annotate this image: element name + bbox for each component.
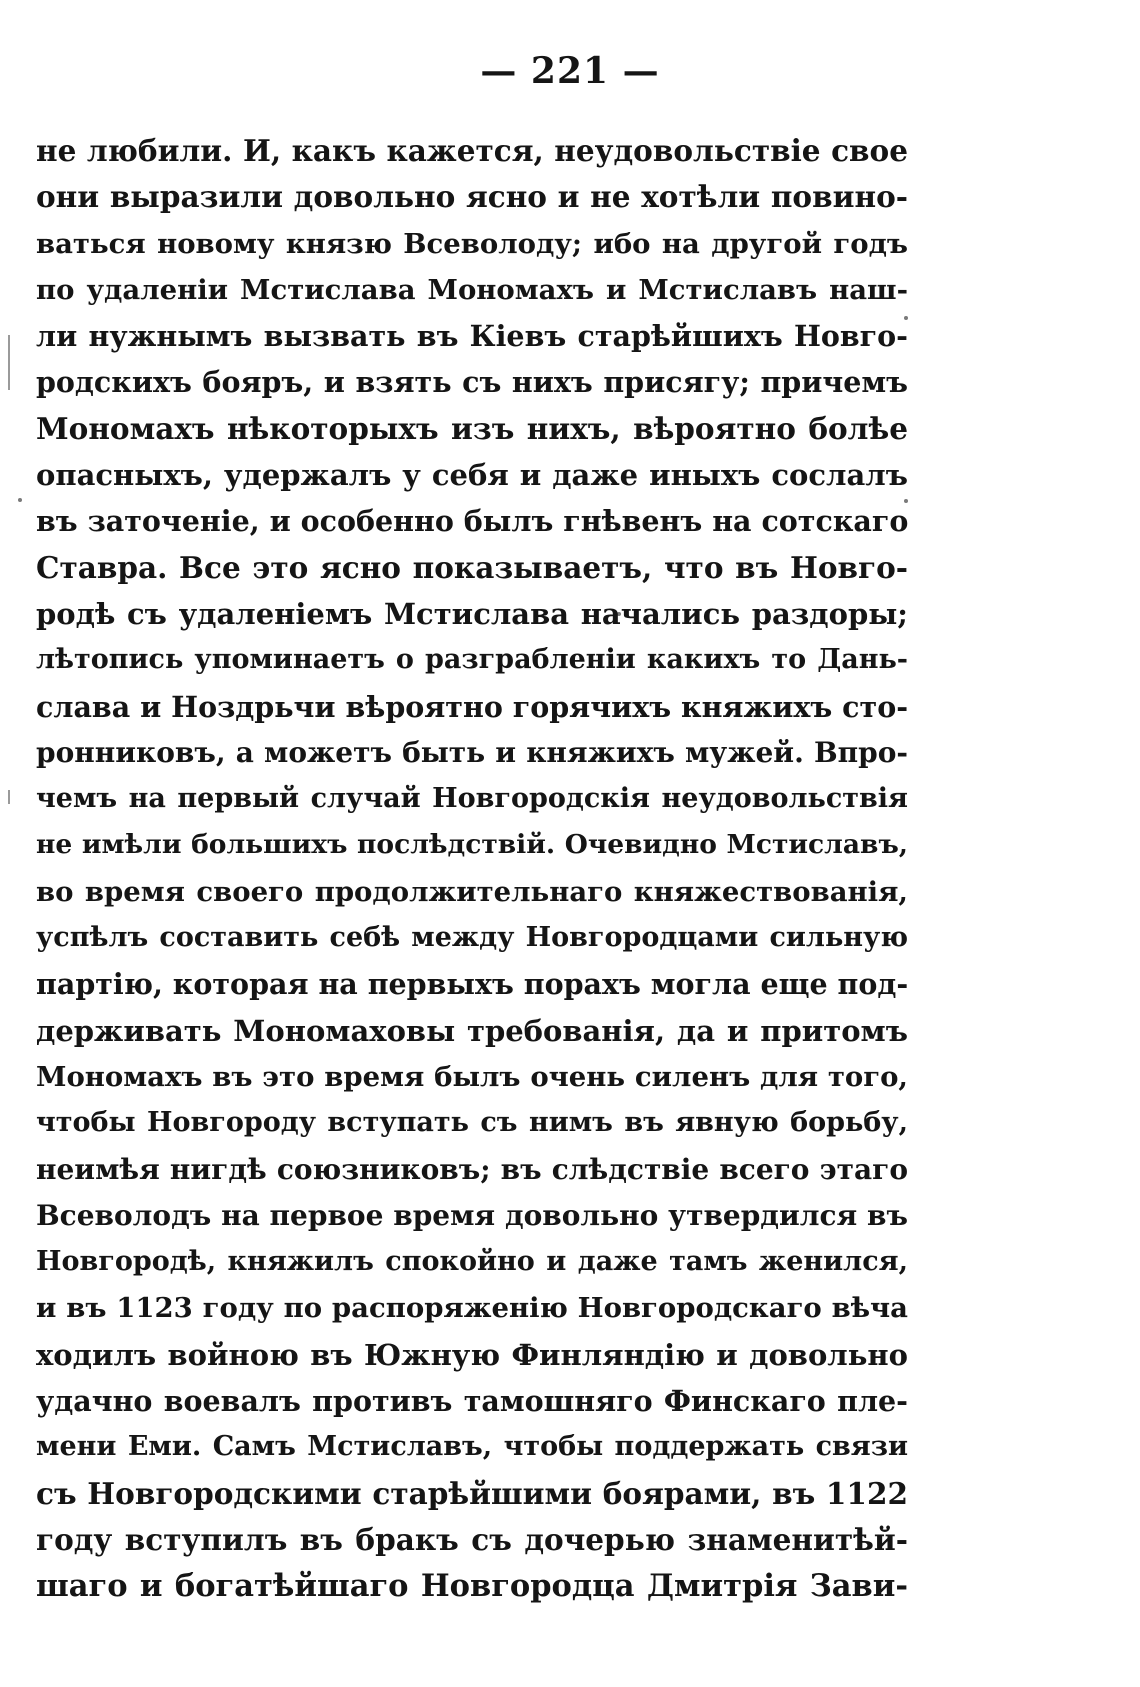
text-line: въ заточеніе, и особенно былъ гнѣвенъ на сотскаго: [36, 504, 908, 539]
text-line: Ставра. Все это ясно показываетъ, что въ Новго-: [36, 549, 908, 585]
text-line: держивать Мономаховы требованія, да и притомъ: [36, 1013, 908, 1048]
text-line: и въ 1123 году по распоряженію Новгородскаго вѣча: [36, 1292, 908, 1325]
scan-speck: [18, 498, 22, 502]
text-line: Мономахъ нѣкоторыхъ изъ нихъ, вѣроятно болѣе: [36, 410, 908, 446]
text-line: ходилъ войною въ Южную Финляндію и довольно: [36, 1337, 908, 1372]
text-line: они выразили довольно ясно и не хотѣли повино-: [36, 179, 908, 215]
margin-scan-mark: [8, 372, 10, 390]
text-line: не любили. И, какъ кажется, неудовольствіе свое: [36, 133, 908, 168]
text-line: слава и Ноздрьчи вѣроятно горячихъ княжихъ сто-: [36, 689, 908, 724]
text-line: чемъ на первый случай Новгородскія неудовольствія: [36, 783, 908, 815]
text-line: родскихъ бояръ, и взять съ нихъ присягу; причемъ: [36, 365, 908, 400]
text-line: шаго и богатѣйшаго Новгородца Дмитрія Зави-: [36, 1568, 908, 1605]
text-line: неимѣя нигдѣ союзниковъ; въ слѣдствіе всего этаго: [36, 1152, 908, 1186]
page-number: — 221 —: [480, 50, 660, 92]
text-line: опасныхъ, удержалъ у себя и даже иныхъ сослалъ: [36, 458, 908, 493]
text-line: Новгородѣ, княжилъ спокойно и даже тамъ женился,: [36, 1246, 908, 1278]
body-text: [36, 128, 908, 1610]
text-line: ронниковъ, а можетъ быть и княжихъ мужей. Впро-: [36, 735, 908, 769]
text-line: году вступилъ въ бракъ съ дочерью знаменитѣй-: [36, 1521, 908, 1557]
text-line: лѣтопись упоминаетъ о разграбленіи какихъ то Дань-: [36, 644, 908, 676]
text-line: успѣлъ составить себѣ между Новгородцами сильную: [36, 922, 908, 954]
margin-scan-mark: [8, 335, 10, 373]
text-line: родѣ съ удаленіемъ Мстислава начались раздоры;: [36, 596, 908, 631]
text-line: ваться новому князю Всеволоду; ибо на другой годъ: [36, 227, 908, 260]
text-line: удачно воевалъ противъ тамошняго Финскаго пле-: [36, 1384, 908, 1419]
text-line: по удаленіи Мстислава Мономахъ и Мстиславъ наш-: [36, 273, 908, 306]
text-line: во время своего продолжительнаго княжествованія,: [36, 875, 908, 908]
text-line: Мономахъ въ это время былъ очень силенъ для того,: [36, 1060, 908, 1093]
text-line: съ Новгородскими старѣйшими боярами, въ 1122: [36, 1475, 908, 1511]
text-line: ли нужнымъ вызвать въ Кіевъ старѣйшихъ Новго-: [36, 319, 908, 354]
margin-scan-mark: [8, 790, 10, 804]
text-line: мени Еми. Самъ Мстиславъ, чтобы поддержать связи: [36, 1431, 908, 1463]
text-line: Всеволодъ на первое время довольно утвердился въ: [36, 1198, 908, 1232]
text-line: партію, которая на первыхъ порахъ могла еще под-: [36, 967, 908, 1002]
text-line: чтобы Новгороду вступать съ нимъ въ явную борьбу,: [36, 1107, 908, 1139]
text-line: не имѣли большихъ послѣдствій. Очевидно Мстиславъ,: [36, 829, 908, 861]
